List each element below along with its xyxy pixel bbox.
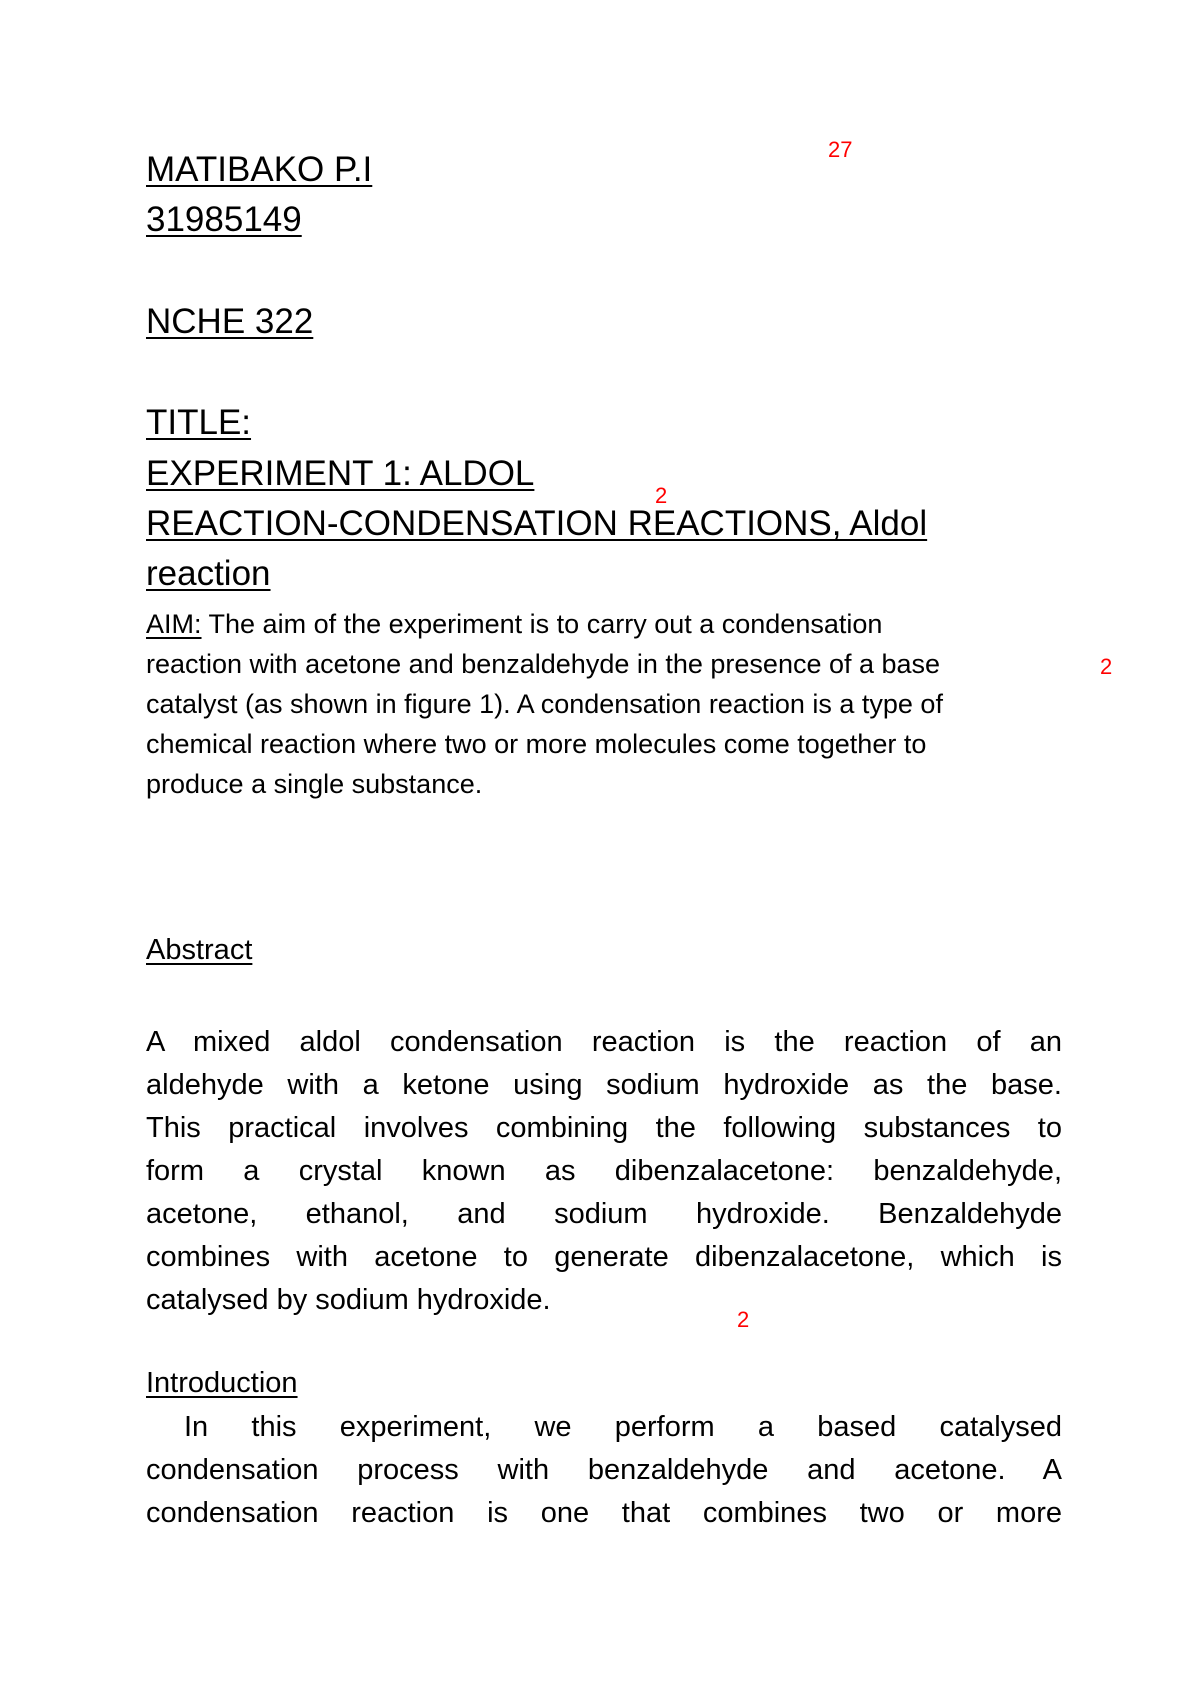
student-name: MATIBAKO P.I xyxy=(146,150,373,189)
title-mark: 2 xyxy=(655,483,668,508)
abstract-mark: 2 xyxy=(737,1307,750,1332)
abstract-line: A mixed aldol condensation reaction is the reaction of an xyxy=(146,1026,1062,1058)
abstract-line: acetone, ethanol, and sodium hydroxide. Benzaldehyde xyxy=(146,1198,1062,1230)
aim-line: catalyst (as shown in figure 1). A condensation reaction is a type of xyxy=(146,689,943,719)
aim-line: produce a single substance. xyxy=(146,769,483,799)
aim-mark: 2 xyxy=(1100,654,1113,679)
aim-line: AIM: The aim of the experiment is to carry out a condensation xyxy=(146,609,883,639)
aim-line: chemical reaction where two or more molecules come together to xyxy=(146,729,927,759)
introduction-heading: Introduction xyxy=(146,1367,298,1399)
title-line-3: reaction xyxy=(146,554,271,593)
abstract-line: catalysed by sodium hydroxide. xyxy=(146,1284,551,1316)
abstract-line: form a crystal known as dibenzalacetone: benzaldehyde, xyxy=(146,1155,1062,1187)
total-mark: 27 xyxy=(828,137,853,162)
abstract-heading: Abstract xyxy=(146,934,253,966)
introduction-line: In this experiment, we perform a based catalysed xyxy=(184,1411,1062,1443)
course-code: NCHE 322 xyxy=(146,302,314,341)
aim-line: reaction with acetone and benzaldehyde in the presence of a base xyxy=(146,649,941,679)
abstract-line: combines with acetone to generate dibenzalacetone, which is xyxy=(146,1241,1062,1273)
abstract-paragraph xyxy=(146,1021,1062,1322)
title-line-2: REACTION-CONDENSATION REACTIONS, Aldol xyxy=(146,504,928,543)
introduction-line: condensation process with benzaldehyde and acetone. A xyxy=(146,1454,1062,1486)
student-number: 31985149 xyxy=(146,200,302,239)
aim-paragraph xyxy=(146,604,1066,804)
abstract-line: aldehyde with a ketone using sodium hydroxide as the base. xyxy=(146,1069,1062,1101)
aim-label: AIM: xyxy=(146,609,202,639)
abstract-line: This practical involves combining the following substances to xyxy=(146,1112,1062,1144)
introduction-line: condensation reaction is one that combines two or more xyxy=(146,1497,1062,1529)
title-line-1: EXPERIMENT 1: ALDOL xyxy=(146,454,535,493)
introduction-paragraph xyxy=(146,1406,1062,1535)
title-label: TITLE: xyxy=(146,403,252,442)
